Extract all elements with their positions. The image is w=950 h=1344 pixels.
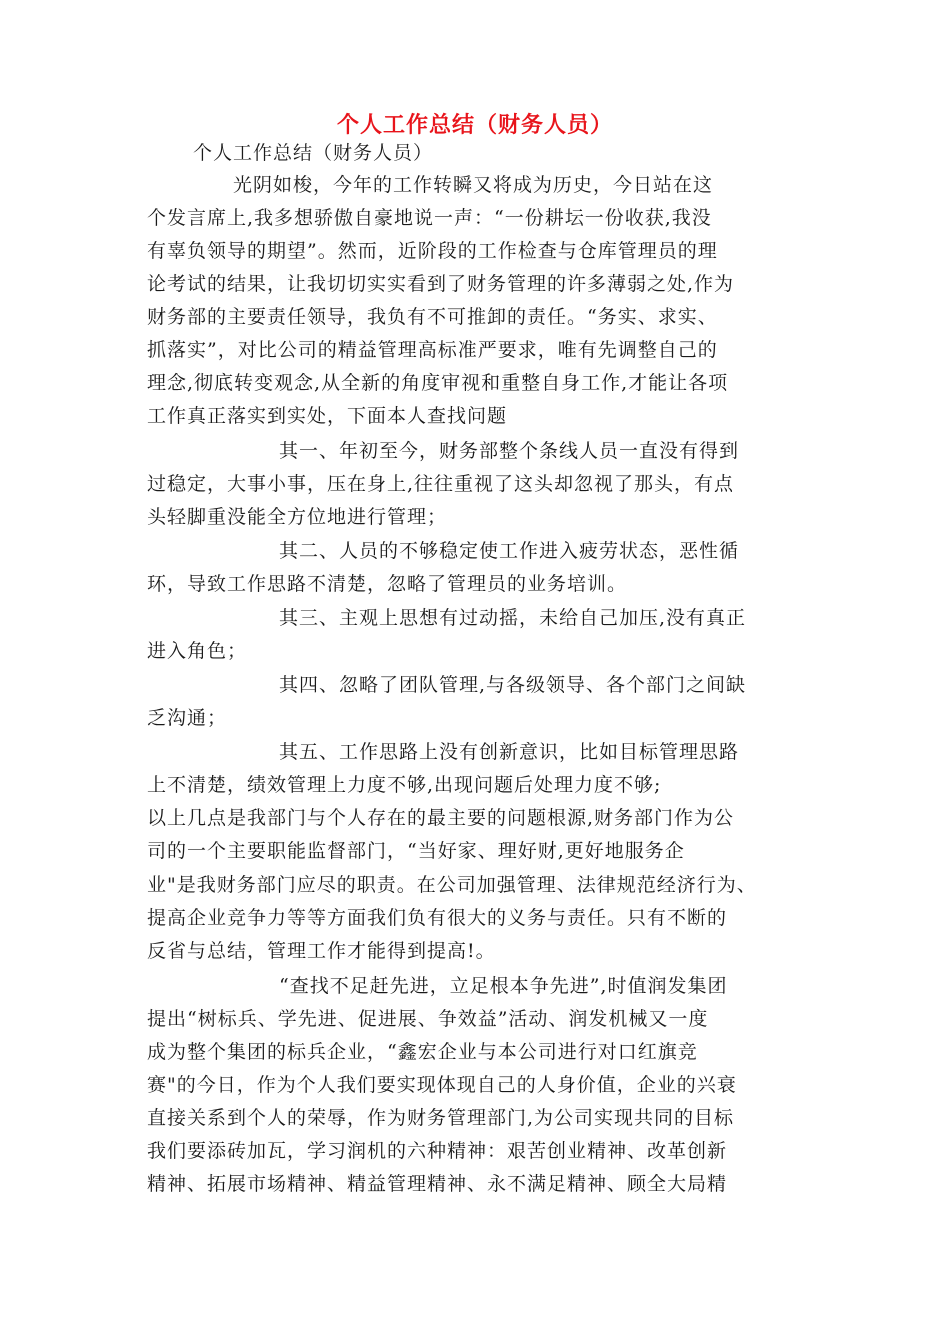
paragraph-line: 论考试的结果，让我切切实实看到了财务管理的许多薄弱之处,作为 (147, 273, 735, 295)
paragraph-line: 其五、工作思路上没有创新意识，比如目标管理思路 (279, 741, 740, 763)
paragraph-line: 精神、拓展市场精神、精益管理精神、永不满足精神、顾全大局精 (147, 1173, 728, 1195)
paragraph-line: 其二、人员的不够稳定使工作进入疲劳状态，恶性循 (279, 540, 740, 562)
document-subtitle: 个人工作总结（财务人员） (193, 142, 434, 164)
paragraph-line: 赛"的今日，作为个人我们要实现体现自己的人身价值，企业的兴衰 (147, 1074, 737, 1096)
paragraph-line: 抓落实”，对比公司的精益管理高标准严要求，唯有先调整自己的 (147, 339, 718, 361)
paragraph-line: 其一、年初至今，财务部整个条线人员一直没有得到 (279, 440, 740, 462)
paragraph-line: 理念,彻底转变观念,从全新的角度审视和重整自身工作,才能让各项 (147, 372, 729, 394)
paragraph-line: 个发言席上,我多想骄傲自豪地说一声：“一份耕坛一份收获,我没 (147, 207, 712, 229)
paragraph-line: 其三、主观上思想有过动摇，未给自己加压,没有真正 (279, 607, 747, 629)
paragraph-line: 上不清楚，绩效管理上力度不够,出现问题后处理力度不够; (147, 774, 662, 796)
paragraph-line: 头轻脚重没能全方位地进行管理； (147, 506, 448, 528)
paragraph-line: 过稳定，大事小事，压在身上,往往重视了这头却忽视了那头，有点 (147, 473, 735, 495)
paragraph-line: 有辜负领导的期望”。然而，近阶段的工作检查与仓库管理员的理 (147, 240, 718, 262)
paragraph-line: 反省与总结，管理工作才能得到提高!。 (147, 940, 496, 962)
paragraph-line: 其四、忽略了团队管理,与各级领导、各个部门之间缺 (279, 674, 747, 696)
paragraph-line: 光阴如梭，今年的工作转瞬又将成为历史，今日站在这 (233, 174, 714, 196)
paragraph-line: “查找不足赶先进，立足根本争先进”,时值润发集团 (279, 975, 728, 997)
paragraph-line: 进入角色； (147, 640, 248, 662)
paragraph-line: 司的一个主要职能监督部门，“当好家、理好财,更好地服务企 (147, 840, 685, 862)
paragraph-line: 我们要添砖加瓦，学习润机的六种精神：艰苦创业精神、改革创新 (147, 1140, 728, 1162)
paragraph-line: 提高企业竞争力等等方面我们负有很大的义务与责任。只有不断的 (147, 907, 728, 929)
paragraph-line: 乏沟通； (147, 707, 228, 729)
paragraph-line: 环，导致工作思路不清楚，忽略了管理员的业务培训。 (147, 573, 628, 595)
document-title: 个人工作总结（财务人员） (336, 113, 613, 138)
paragraph-line: 财务部的主要责任领导，我负有不可推卸的责任。“务实、求实、 (147, 306, 718, 328)
paragraph-line: 业"是我财务部门应尽的职责。在公司加强管理、法律规范经济行为、 (147, 874, 757, 896)
paragraph-line: 提出“树标兵、学先进、促进展、争效益”活动、润发机械又一度 (147, 1008, 709, 1030)
paragraph-line: 工作真正落实到实处，下面本人查找问题 (147, 405, 508, 427)
paragraph-line: 直接关系到个人的荣辱，作为财务管理部门,为公司实现共同的目标 (147, 1107, 735, 1129)
paragraph-line: 以上几点是我部门与个人存在的最主要的问题根源,财务部门作为公 (147, 807, 735, 829)
paragraph-line: 成为整个集团的标兵企业，“鑫宏企业与本公司进行对口红旗竞 (147, 1041, 698, 1063)
